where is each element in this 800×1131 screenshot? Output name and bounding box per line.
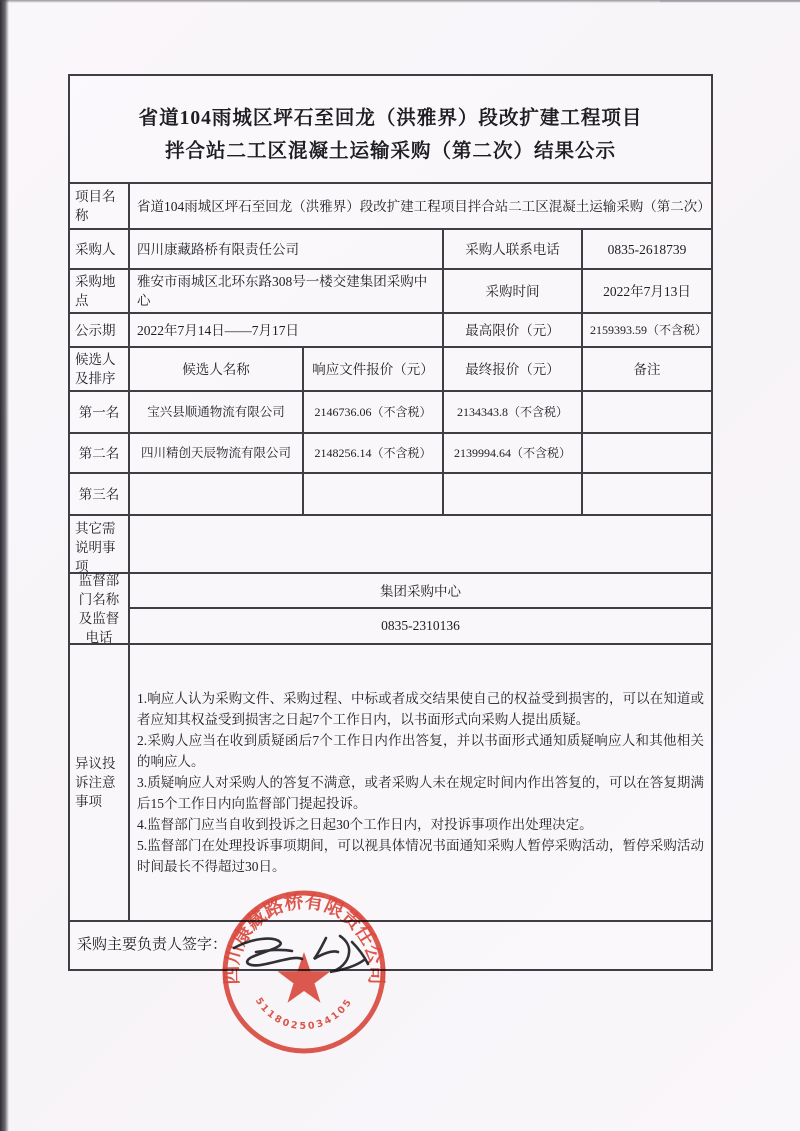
supervision-phone: 0835-2310136 — [381, 617, 460, 633]
project-name-label: 项目名称 — [70, 184, 130, 228]
objection-label: 异议投诉注意事项 — [70, 645, 130, 920]
col-header-final: 最终报价（元） — [444, 348, 583, 390]
rank2-label: 第二名 — [70, 434, 130, 472]
rank1-label: 第一名 — [70, 392, 130, 432]
publicity-label: 公示期 — [70, 314, 130, 346]
purchaser-label: 采购人 — [70, 230, 130, 268]
objection-item-2: 2.采购人应当在收到质疑函后7个工作日内作出答复，并以书面形式通知质疑响应人和其他相关的响应人。 — [137, 733, 704, 769]
purchase-time-label: 采购时间 — [444, 270, 583, 312]
table-row-rank1 — [70, 392, 711, 434]
document-title — [70, 76, 711, 184]
location-value: 雅安市雨城区北环东路308号一楼交建集团采购中心 — [130, 270, 444, 312]
purchaser-phone-value: 0835-2618739 — [607, 241, 687, 257]
row-location — [70, 270, 711, 314]
row-project-name — [70, 184, 711, 230]
rank2-name: 四川精创天辰物流有限公司 — [130, 434, 304, 472]
rank2-remark — [583, 434, 711, 472]
table-row-rank2 — [70, 434, 711, 474]
objection-item-3: 3.质疑响应人对采购人的答复不满意，或者采购人未在规定时间内作出答复的，可以在答复期满后15个工作日内向监督部门提起投诉。 — [137, 775, 704, 811]
rank3-name — [130, 474, 304, 514]
purchase-time-value: 2022年7月13日 — [603, 283, 691, 299]
seal-number-text: 5118025034105 — [252, 995, 356, 1033]
signature-label: 采购主要负责人签字： — [77, 937, 228, 953]
row-purchaser — [70, 230, 711, 270]
col-header-name: 候选人名称 — [130, 348, 304, 390]
row-candidates-header — [70, 348, 711, 392]
col-header-remark: 备注 — [633, 361, 661, 377]
rank1-name: 宝兴县顺通物流有限公司 — [130, 392, 304, 432]
objection-text — [130, 645, 711, 920]
other-notes-value — [130, 516, 711, 572]
supervision-label: 监督部门名称及监督电话 — [70, 574, 130, 643]
seal-company-text: 四川康藏路桥有限责任公司 — [221, 891, 387, 985]
paper-edge-curl — [660, 0, 800, 30]
supervision-department: 集团采购中心 — [130, 574, 711, 609]
row-supervision — [70, 574, 711, 645]
title-line-1: 省道104雨城区坪石至回龙（洪雅界）段改扩建工程项目 — [138, 107, 643, 129]
row-publicity-period — [70, 314, 711, 348]
rank3-bid — [304, 474, 444, 514]
location-label: 采购地点 — [70, 270, 130, 312]
rank1-remark — [583, 392, 711, 432]
rank1-bid: 2146736.06（不含税） — [304, 392, 444, 432]
rank2-final: 2139994.64（不含税） — [444, 434, 583, 472]
purchaser-phone-label: 采购人联系电话 — [444, 230, 583, 268]
row-other-notes — [70, 516, 711, 574]
row-objection-notice — [70, 645, 711, 922]
rank3-remark — [583, 474, 711, 514]
rank1-final: 2134343.8（不含税） — [444, 392, 583, 432]
title-line-2: 拌合站二工区混凝土运输采购（第二次）结果公示 — [164, 140, 616, 162]
candidates-label: 候选人及排序 — [70, 348, 130, 390]
announcement-table — [68, 74, 713, 971]
signature-handwriting — [222, 926, 422, 988]
rank3-label: 第三名 — [70, 474, 130, 514]
rank3-final — [444, 474, 583, 514]
project-name-value: 省道104雨城区坪石至回龙（洪雅界）段改扩建工程项目拌合站二工区混凝土运输采购（第二次） — [137, 198, 711, 214]
rank2-bid: 2148256.14（不含税） — [304, 434, 444, 472]
table-row-rank3 — [70, 474, 711, 516]
supervision-values — [130, 574, 711, 643]
scan-edge-left — [0, 0, 9, 1131]
objection-item-5: 5.监督部门在处理投诉事项期间，可以视具体情况书面通知采购人暂停采购活动，暂停采购活动时间最长不得超过30日。 — [137, 838, 704, 874]
objection-item-1: 1.响应人认为采购文件、采购过程、中标或者成交结果使自己的权益受到损害的，可以在知道或者应知其权益受到损害之日起7个工作日内，以书面形式向采购人提出质疑。 — [137, 691, 704, 727]
objection-item-4: 4.监督部门应当自收到投诉之日起30个工作日内，对投诉事项作出处理决定。 — [137, 817, 593, 832]
max-price-label: 最高限价（元） — [444, 314, 583, 346]
col-header-bid: 响应文件报价（元） — [304, 348, 444, 390]
max-price-value: 2159393.59（不含税） — [590, 322, 708, 337]
publicity-value: 2022年7月14日——7月17日 — [130, 314, 444, 346]
other-notes-label: 其它需说明事项 — [70, 516, 130, 572]
purchaser-value: 四川康藏路桥有限责任公司 — [130, 230, 444, 268]
